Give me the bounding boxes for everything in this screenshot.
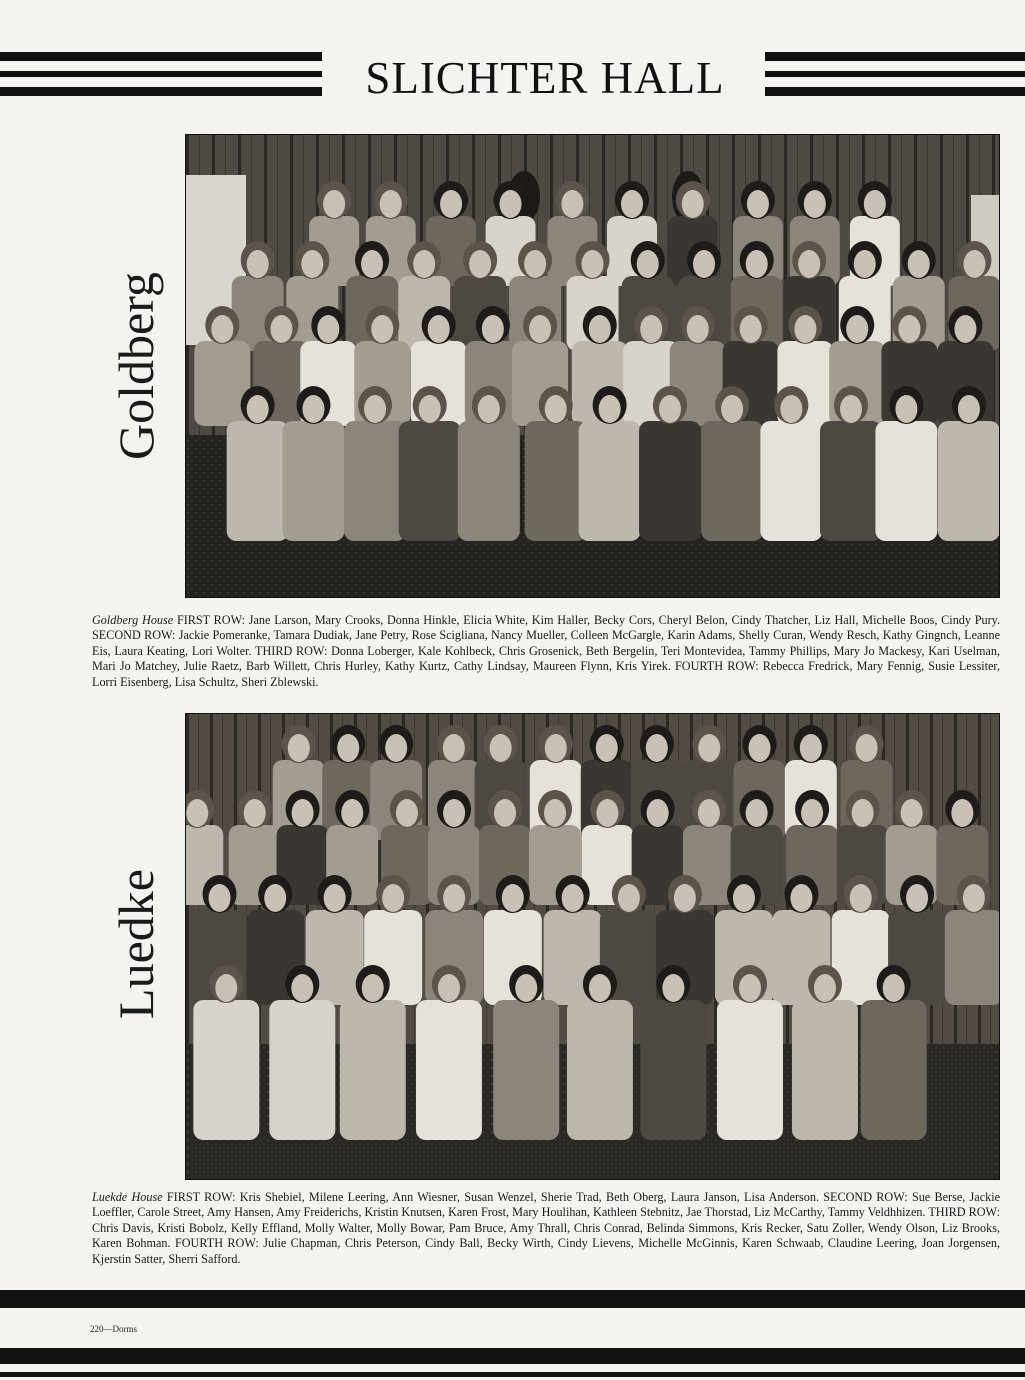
page-folio: 220—Dorms (90, 1324, 137, 1334)
page-title: SLICHTER HALL (365, 53, 725, 103)
footer-rule-mid (0, 1348, 1025, 1364)
header-rule-right-top (765, 52, 1025, 61)
side-label-goldberg: Goldberg (108, 272, 164, 460)
header-rule-right-mid (765, 71, 1025, 77)
luedke-roster: FIRST ROW: Kris Shebiel, Milene Leering, Ann Wiesner, Susan Wenzel, Sherie Trad, Beth Oberg, Laura Janson, Lisa Anderson. SECOND ROW: Sue Berse, Jackie Loeffler, Carole Street, Amy Hansen, Amy Freiderichs, Kristin Knutsen, Karen Frost, Mary Houlihan, Kathleen Stebnitz, Jae Thorstad, Liz McCarthy, Tammy Veldhhizen. THIRD ROW: Chris Davis, Kristi Bobolz, Kelly Effland, Molly Walter, Molly Bowar, Pam Bruce, Amy Thrall, Chris Conrad, Belinda Simmons, Kris Recker, Satu Zoller, Wendy Olson, Liz Brooks, Karen Bohman. FOURTH ROW: Julie Chapman, Chris Peterson, Cindy Ball, Becky Wirth, Cindy Lievens, Michelle McGinnis, Karen Schwaab, Claudine Leering, Joan Jorgensen, Kjerstin Satter, Sherri Safford. (92, 1190, 1001, 1266)
header-rule-right-bottom (765, 87, 1025, 96)
luedke-caption (92, 1190, 1000, 1267)
luedke-group-photo (185, 713, 1000, 1180)
side-label-luedke: Luedke (108, 869, 164, 1019)
footer-rule-top (0, 1290, 1025, 1308)
footer-rule-bottom (0, 1372, 1025, 1377)
header-rule-left-bottom (0, 87, 322, 96)
goldberg-roster: FIRST ROW: Jane Larson, Mary Crooks, Donna Hinkle, Elicia White, Kim Haller, Becky Cors, Cheryl Belon, Cindy Thatcher, Liz Hall, Michelle Boos, Cindy Pury. SECOND ROW: Jackie Pomeranke, Tamara Dudiak, Jane Petry, Rose Scigliana, Nancy Mueller, Colleen McGargle, Karin Adams, Shelly Curan, Wendy Resch, Kathy Gingnch, Leanne Eis, Laura Keating, Lori Wolter. THIRD ROW: Donna Loberger, Kale Kohlbeck, Chris Grosenick, Beth Bergelin, Teri Montevidea, Tammy Phillips, Mary Jo Mackesy, Kari Uselman, Mari Jo Matchey, Julie Raetz, Barb Willett, Chris Hurley, Kathy Kurtz, Cathy Lindsay, Maureen Flynn, Kris Yirek. FOURTH ROW: Rebecca Fredrick, Mary Fennig, Susie Lessiter, Lorri Eisenberg, Lisa Schultz, Sheri Zblewski. (92, 613, 1001, 689)
goldberg-house-name: Goldberg House (92, 613, 174, 627)
goldberg-group-photo (185, 134, 1000, 598)
luedke-house-name: Luekde House (92, 1190, 163, 1204)
header-rule-left-mid (0, 71, 322, 77)
header-rule-left-top (0, 52, 322, 61)
goldberg-caption (92, 613, 1000, 690)
